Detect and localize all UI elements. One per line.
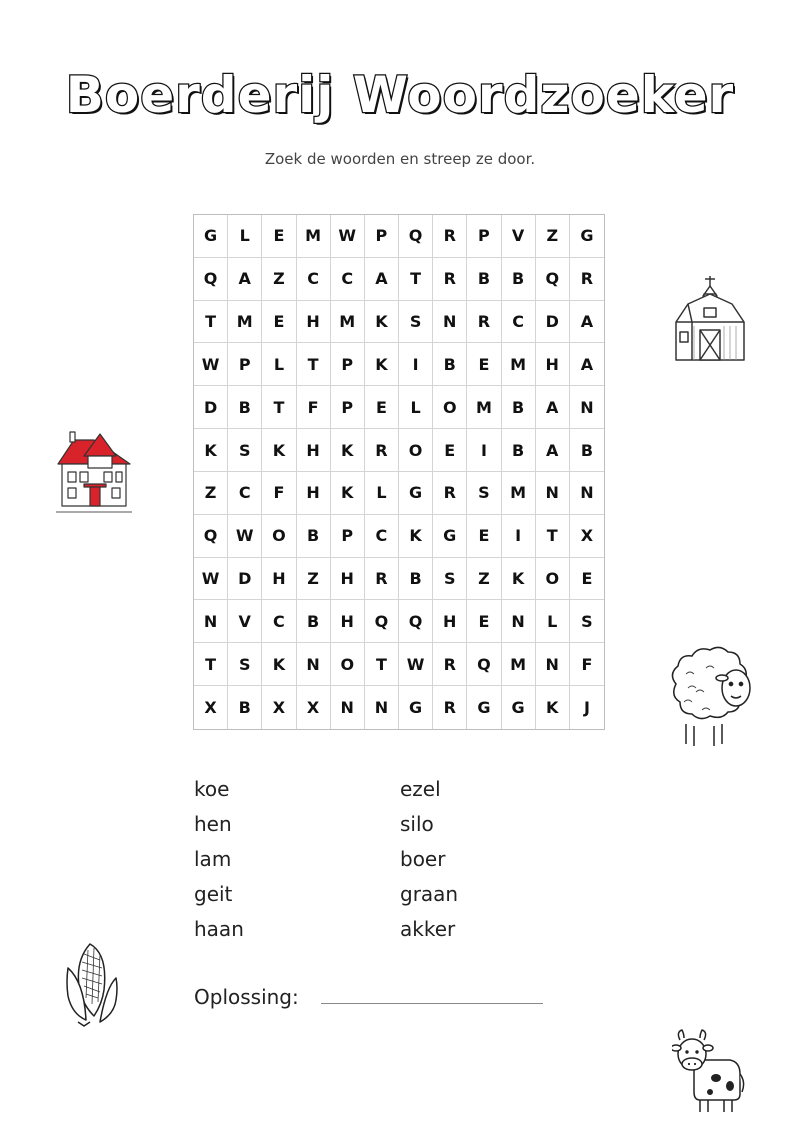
grid-cell[interactable]: J [583,698,590,718]
grid-cell[interactable]: L [536,600,570,643]
grid-cell[interactable]: R [433,258,467,301]
farmhouse-icon [54,430,134,516]
grid-cell[interactable]: W [228,515,262,558]
grid-cell[interactable]: M [502,472,536,515]
word-search-grid [193,214,605,730]
grid-cell[interactable]: N [536,643,570,686]
grid-cell[interactable]: B [502,258,536,301]
word-list-item: lam [194,847,232,871]
grid-cell[interactable]: E [467,600,501,643]
grid-cell[interactable]: P [331,515,365,558]
grid-cell[interactable]: O [331,643,365,686]
grid-cell[interactable]: P [467,215,501,258]
grid-cell[interactable]: C [228,472,262,515]
grid-cell[interactable]: Q [467,643,501,686]
word-list-item: ezel [400,777,441,801]
grid-cell[interactable]: T [399,258,433,301]
grid-cell[interactable]: C [365,515,399,558]
grid-cell[interactable]: C [262,600,296,643]
grid-cell[interactable]: M [502,343,536,386]
grid-cell[interactable]: N [502,600,536,643]
grid-cell[interactable]: B [228,386,262,429]
grid-cell[interactable]: K [262,429,296,472]
grid-cell[interactable]: T [262,386,296,429]
grid-cell[interactable]: H [331,600,365,643]
grid-cell[interactable]: V [228,600,262,643]
grid-cell[interactable]: G [467,686,501,729]
grid-cell[interactable]: E [433,429,467,472]
grid-cell[interactable]: D [536,301,570,344]
grid-cell[interactable]: K [399,515,433,558]
grid-cell[interactable]: G [399,472,433,515]
grid-cell[interactable]: X [570,515,604,558]
grid-cell[interactable]: N [365,686,399,729]
grid-cell[interactable]: M [228,301,262,344]
grid-cell[interactable]: Z [297,558,331,601]
grid-cell[interactable]: C [502,301,536,344]
grid-cell[interactable]: O [399,429,433,472]
word-list-column-2 [400,772,458,947]
grid-cell[interactable]: R [467,301,501,344]
grid-cell[interactable]: E [467,515,501,558]
grid-cell[interactable]: M [467,386,501,429]
grid-cell[interactable]: M [502,643,536,686]
page-title: Boerderij Woordzoeker [65,66,735,124]
grid-cell[interactable]: D [228,558,262,601]
grid-cell[interactable]: B [228,686,262,729]
grid-cell[interactable]: W [194,558,228,601]
grid-cell[interactable]: B [570,429,604,472]
grid-cell[interactable]: A [536,386,570,429]
grid-cell[interactable]: C [331,258,365,301]
grid-cell[interactable]: G [433,515,467,558]
grid-cell[interactable]: T [297,343,331,386]
grid-cell[interactable]: A [228,258,262,301]
grid-cell[interactable]: V [502,215,536,258]
grid-cell[interactable]: B [502,386,536,429]
grid-cell[interactable]: M [331,301,365,344]
word-list-item: akker [400,917,456,941]
grid-cell[interactable]: L [228,215,262,258]
cow-icon [672,1026,746,1116]
grid-cell[interactable]: H [262,558,296,601]
grid-cell[interactable]: N [570,472,604,515]
grid-cell[interactable]: R [570,258,604,301]
grid-cell[interactable]: G [502,686,536,729]
grid-cell[interactable]: M [297,215,331,258]
grid-cell[interactable]: N [194,600,228,643]
word-list-item: geit [194,882,233,906]
grid-cell[interactable]: E [467,343,501,386]
sheep-icon [666,644,758,750]
grid-cell[interactable]: B [399,558,433,601]
grid-cell[interactable]: S [467,472,501,515]
solution-answer-line[interactable] [321,1003,543,1004]
grid-cell[interactable]: W [331,215,365,258]
grid-cell[interactable]: R [433,215,467,258]
solution-label: Oplossing: [194,985,299,1009]
grid-cell[interactable]: A [570,343,604,386]
grid-cell[interactable]: R [433,643,467,686]
grid-cell[interactable]: E [570,558,604,601]
grid-cell[interactable]: F [297,386,331,429]
grid-cell[interactable]: H [536,343,570,386]
grid-cell[interactable]: B [433,343,467,386]
grid-cell[interactable]: S [433,558,467,601]
word-list-item: boer [400,847,446,871]
grid-cell[interactable]: T [194,643,228,686]
grid-cell[interactable]: K [365,301,399,344]
grid-cell[interactable]: Q [194,515,228,558]
grid-cell[interactable]: G [399,686,433,729]
grid-cell[interactable]: P [365,215,399,258]
grid-cell[interactable]: X [297,686,331,729]
grid-cell[interactable]: Q [399,215,433,258]
grid-cell[interactable]: K [331,472,365,515]
grid-cell[interactable]: T [536,515,570,558]
grid-cell[interactable]: Z [536,215,570,258]
grid-cell[interactable]: N [331,686,365,729]
grid-cell[interactable]: K [365,343,399,386]
grid-cell[interactable]: E [365,386,399,429]
grid-cell[interactable]: F [570,643,604,686]
grid-cell[interactable]: N [536,472,570,515]
grid-cell[interactable]: I [399,343,433,386]
grid-cell[interactable]: H [331,558,365,601]
grid-cell[interactable]: Z [262,258,296,301]
grid-cell[interactable]: N [297,643,331,686]
word-list-item: haan [194,917,244,941]
grid-cell[interactable]: H [433,600,467,643]
grid-cell[interactable]: H [297,472,331,515]
grid-cell[interactable]: E [262,215,296,258]
grid-cell[interactable]: O [536,558,570,601]
grid-cell[interactable]: A [536,429,570,472]
grid-cell[interactable]: Z [194,472,228,515]
grid-cell[interactable]: X [262,686,296,729]
grid-cell[interactable]: S [228,643,262,686]
grid-cell[interactable]: K [502,558,536,601]
grid-cell[interactable]: E [262,301,296,344]
corn-icon [60,938,124,1028]
grid-cell[interactable]: R [365,429,399,472]
grid-cell[interactable]: P [331,386,365,429]
barn-icon [670,272,748,364]
grid-cell[interactable]: B [502,429,536,472]
word-list-item: koe [194,777,230,801]
grid-cell[interactable]: S [399,301,433,344]
grid-cell[interactable]: W [399,643,433,686]
grid-cell[interactable]: A [570,301,604,344]
grid-cell[interactable]: T [365,643,399,686]
grid-cell[interactable]: L [365,472,399,515]
word-list-item: silo [400,812,434,836]
word-list-item: hen [194,812,232,836]
grid-cell[interactable]: I [467,429,501,472]
grid-cell[interactable]: O [433,386,467,429]
grid-cell[interactable]: C [297,258,331,301]
word-list-column-1 [194,772,244,947]
grid-cell[interactable]: P [331,343,365,386]
grid-cell[interactable]: O [262,515,296,558]
grid-cell[interactable]: X [194,686,228,729]
grid-cell[interactable]: P [228,343,262,386]
grid-cell[interactable]: F [262,472,296,515]
grid-cell[interactable]: Q [399,600,433,643]
grid-cell[interactable]: L [399,386,433,429]
grid-cell[interactable]: N [570,386,604,429]
grid-cell[interactable]: Q [536,258,570,301]
grid-cell[interactable]: G [194,215,228,258]
grid-cell[interactable]: K [194,429,228,472]
grid-cell[interactable]: Z [467,558,501,601]
word-list-item: graan [400,882,459,906]
grid-cell[interactable]: N [433,301,467,344]
grid-cell[interactable]: Q [194,258,228,301]
page-subtitle: Zoek de woorden en streep ze door. [264,150,536,168]
grid-cell[interactable]: H [297,429,331,472]
grid-cell[interactable]: R [365,558,399,601]
grid-cell[interactable]: D [194,386,228,429]
grid-cell[interactable]: H [297,301,331,344]
grid-cell[interactable]: B [297,515,331,558]
grid-cell[interactable]: B [297,600,331,643]
grid-cell[interactable]: B [467,258,501,301]
grid-cell[interactable]: S [570,600,604,643]
grid-cell[interactable]: G [570,215,604,258]
grid-cell[interactable]: I [502,515,536,558]
grid-cell[interactable]: Q [365,600,399,643]
grid-cell[interactable]: K [331,429,365,472]
grid-cell[interactable]: K [262,643,296,686]
grid-cell[interactable]: R [433,686,467,729]
grid-cell[interactable]: K [536,686,570,729]
grid-cell[interactable]: L [262,343,296,386]
grid-cell[interactable]: R [433,472,467,515]
grid-cell[interactable]: W [194,343,228,386]
grid-cell[interactable]: S [228,429,262,472]
grid-cell[interactable]: A [365,258,399,301]
grid-cell[interactable]: T [194,301,228,344]
